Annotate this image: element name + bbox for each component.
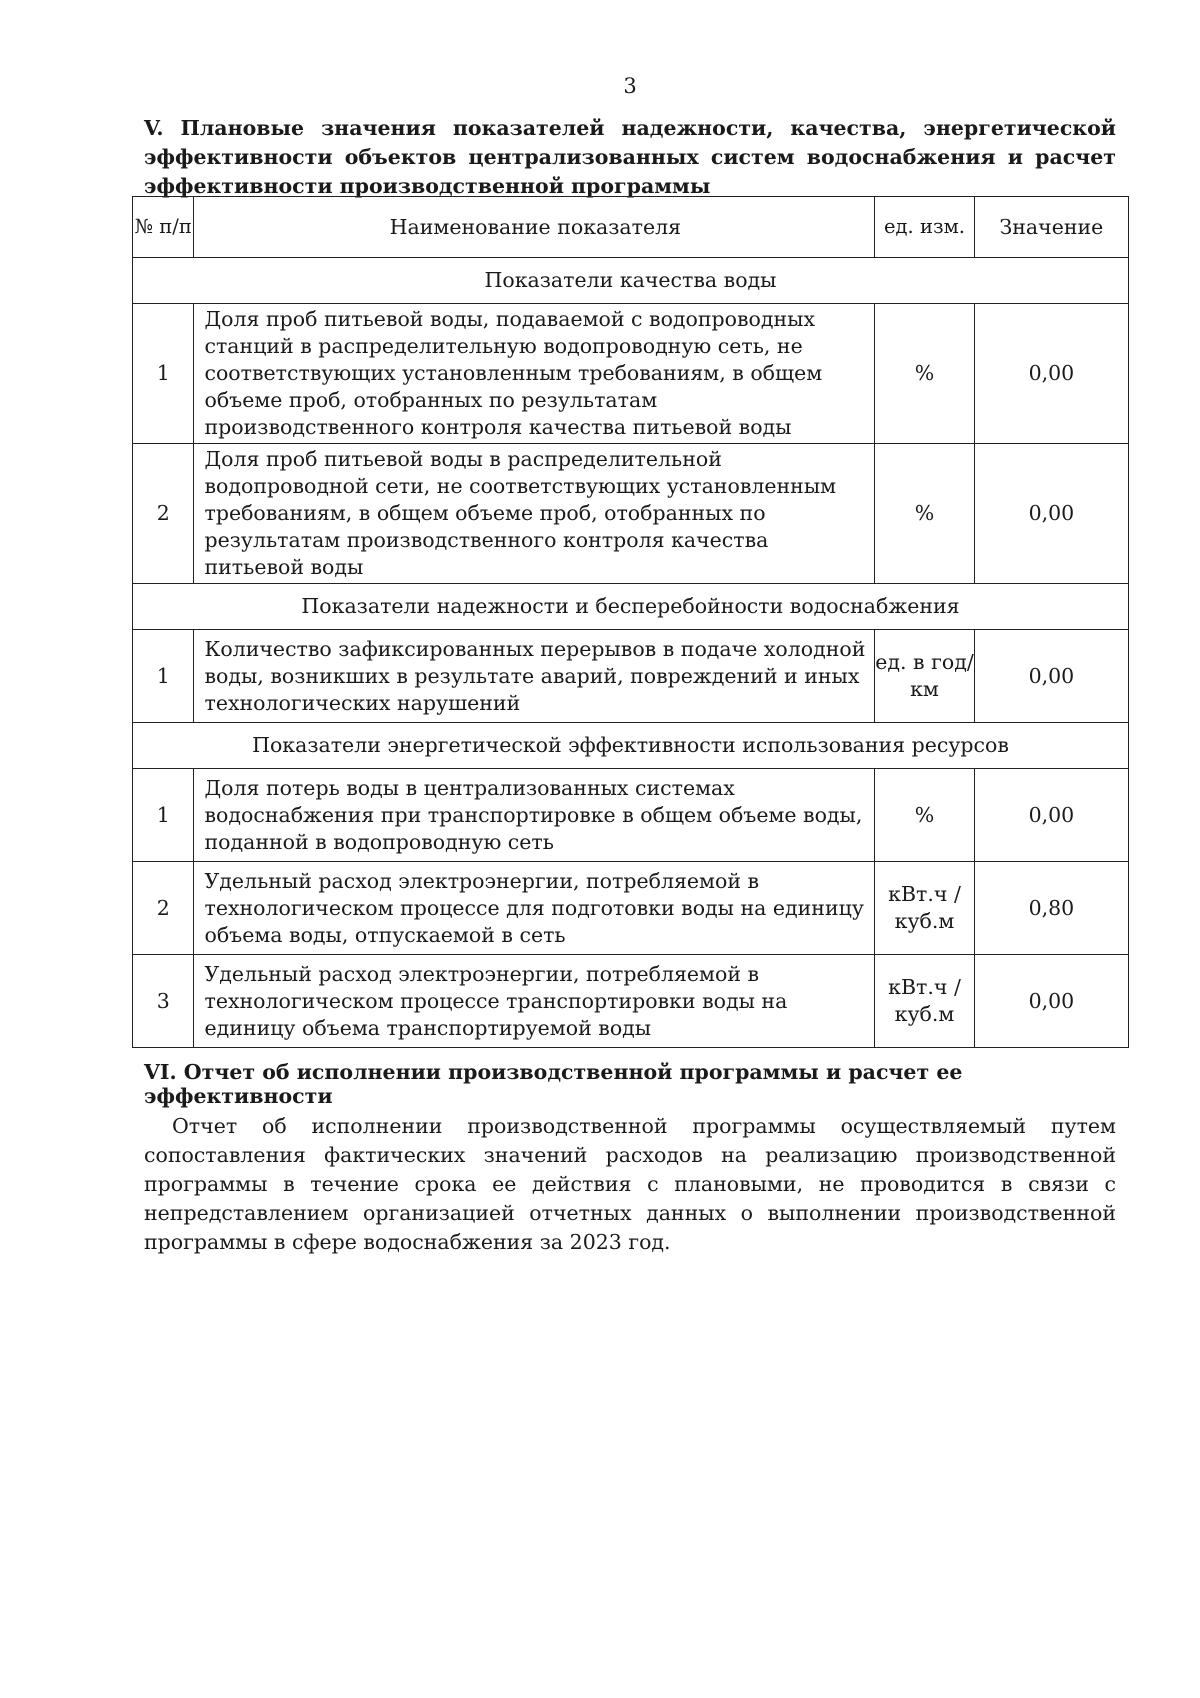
- indicators-table: [132, 196, 1129, 1048]
- section-5-title-line: эффективности объектов централизованных систем водоснабжения и расчет: [144, 145, 1116, 169]
- row-unit: %: [875, 304, 975, 444]
- table-row: [133, 769, 1129, 862]
- header-value: Значение: [974, 197, 1128, 258]
- header-unit: ед. изм.: [875, 197, 975, 258]
- table-row: [133, 304, 1129, 444]
- row-value: 0,00: [974, 444, 1128, 584]
- row-name: Доля проб питьевой воды, подаваемой с водопроводных станций в распределительную водопроводную сеть, не соответствующих установленным требованиям, в общем объеме проб, отобранных по результатам производственного контроля качества питьевой воды: [194, 304, 875, 444]
- row-num: 3: [133, 955, 194, 1048]
- row-num: 1: [133, 769, 194, 862]
- row-name: Количество зафиксированных перерывов в подаче холодной воды, возникших в результате аварий, повреждений и иных технологических нарушений: [194, 630, 875, 723]
- row-num: 2: [133, 444, 194, 584]
- group-title: Показатели энергетической эффективности использования ресурсов: [133, 723, 1129, 769]
- section-5-title-line: V. Плановые значения показателей надежности, качества, энергетической: [144, 116, 1116, 140]
- group-row-energy: [133, 723, 1129, 769]
- section-6-title: VI. Отчет об исполнении производственной программы и расчет ее эффективности: [144, 1060, 963, 1108]
- row-num: 2: [133, 862, 194, 955]
- row-unit: %: [875, 769, 975, 862]
- section-5-title: [144, 114, 1116, 201]
- row-name: Доля потерь воды в централизованных системах водоснабжения при транспортировке в общем объеме воды, поданной в водопроводную сеть: [194, 769, 875, 862]
- row-unit: кВт.ч / куб.м: [875, 862, 975, 955]
- row-num: 1: [133, 630, 194, 723]
- section-6-body: Отчет об исполнении производственной программы осуществляемый путем сопоставления фактических значений расходов на реализацию производственной программы в течение срока ее действия с плановыми, не проводится в связи с непредставлением организацией отчетных данных о выполнении производственной программы в сфере водоснабжения за 2023 год.: [144, 1114, 1116, 1254]
- group-title: Показатели надежности и бесперебойности водоснабжения: [133, 584, 1129, 630]
- table-row: [133, 630, 1129, 723]
- table-row: [133, 862, 1129, 955]
- row-value: 0,00: [974, 630, 1128, 723]
- row-value: 0,00: [974, 955, 1128, 1048]
- header-num: № п/п: [133, 197, 194, 258]
- table-header-row: [133, 197, 1129, 258]
- row-unit: кВт.ч / куб.м: [875, 955, 975, 1048]
- group-row-reliability: [133, 584, 1129, 630]
- row-name: Удельный расход электроэнергии, потребляемой в технологическом процессе транспортировки воды на единицу объема транспортируемой воды: [194, 955, 875, 1048]
- row-value: 0,80: [974, 862, 1128, 955]
- section-5-title-line: эффективности производственной программы: [144, 174, 711, 198]
- page-number: 3: [623, 74, 637, 98]
- row-value: 0,00: [974, 304, 1128, 444]
- table-row: [133, 955, 1129, 1048]
- row-name: Удельный расход электроэнергии, потребляемой в технологическом процессе для подготовки воды на единицу объема воды, отпускаемой в сеть: [194, 862, 875, 955]
- table-row: [133, 444, 1129, 584]
- row-value: 0,00: [974, 769, 1128, 862]
- row-num: 1: [133, 304, 194, 444]
- row-unit: ед. в год/ км: [875, 630, 975, 723]
- header-name: Наименование показателя: [194, 197, 875, 258]
- row-unit: %: [875, 444, 975, 584]
- group-row-quality: [133, 258, 1129, 304]
- row-name: Доля проб питьевой воды в распределительной водопроводной сети, не соответствующих установленным требованиям, в общем объеме проб, отобранных по результатам производственного контроля качества питьевой воды: [194, 444, 875, 584]
- group-title: Показатели качества воды: [133, 258, 1129, 304]
